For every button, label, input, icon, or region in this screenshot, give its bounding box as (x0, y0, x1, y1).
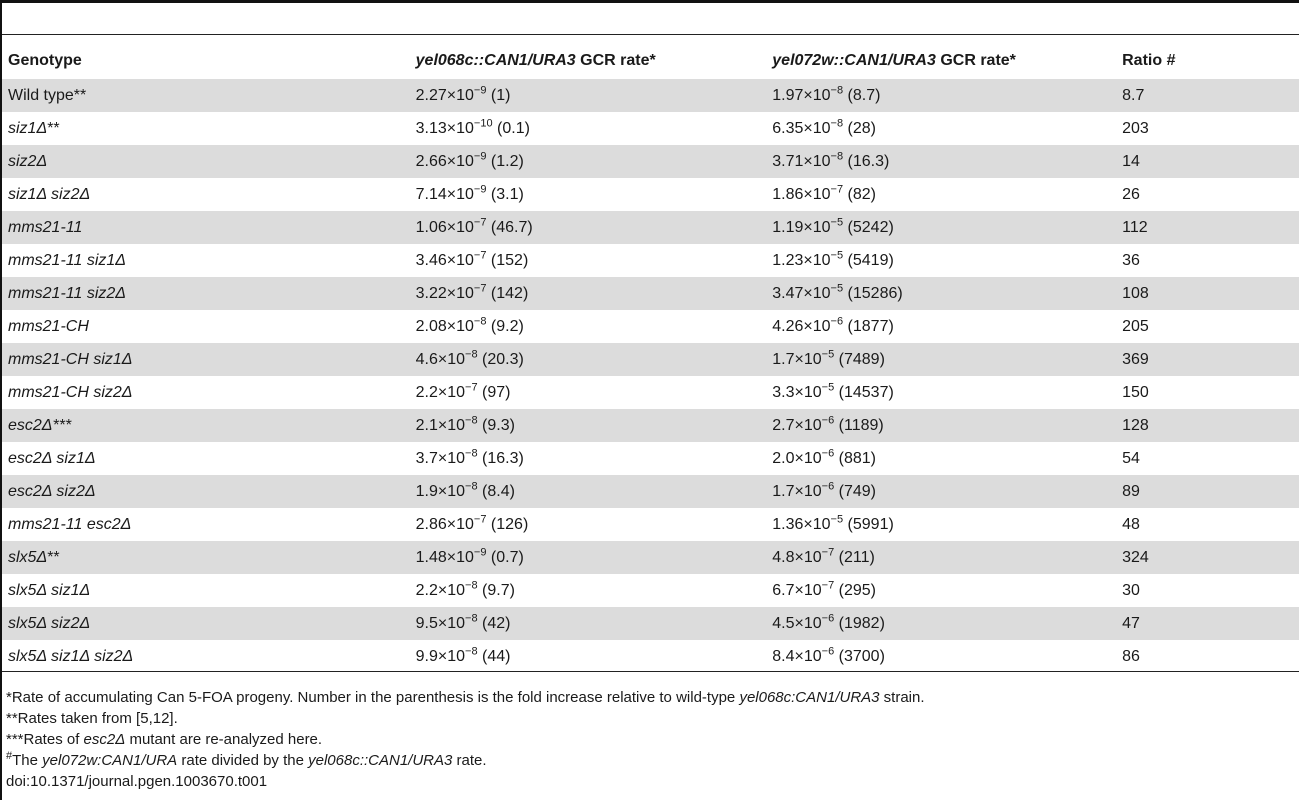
fold-increase: (14537) (834, 383, 894, 401)
genotype-name: mms21-CH siz1Δ (8, 350, 133, 368)
cell-yel068c-rate (410, 376, 767, 409)
fold-increase: (152) (486, 251, 529, 269)
cell-genotype (2, 343, 410, 376)
rate-base: 3.22×10 (415, 284, 474, 302)
rate-base: 1.06×10 (415, 218, 474, 236)
table-row (2, 607, 1299, 640)
cell-yel068c-rate (410, 277, 767, 310)
rate-base: 1.86×10 (772, 185, 831, 203)
cell-genotype (2, 607, 410, 640)
rate-base: 4.26×10 (772, 317, 831, 335)
table-row (2, 211, 1299, 244)
footnote-1-text: *Rate of accumulating Can 5-FOA progeny. Number in the parenthesis is the fold increase relative to wild-type (6, 689, 740, 706)
footnote-4-gene-b: yel068c::CAN1/URA3 (308, 752, 453, 769)
cell-ratio: 112 (1116, 211, 1299, 244)
fold-increase: (20.3) (477, 350, 524, 368)
cell-yel072w-rate (766, 112, 1116, 145)
fold-increase: (15286) (843, 284, 903, 302)
table-row (2, 640, 1299, 673)
rate-base: 1.97×10 (772, 86, 831, 104)
rate-base: 4.6×10 (415, 350, 466, 368)
cell-genotype (2, 244, 410, 277)
genotype-marker: ** (47, 548, 60, 566)
cell-yel068c-rate (410, 475, 767, 508)
rate-exponent: −9 (473, 84, 487, 97)
rate-base: 3.46×10 (415, 251, 474, 269)
cell-yel072w-rate (766, 409, 1116, 442)
rate-base: 9.5×10 (415, 614, 466, 632)
rate-base: 4.5×10 (772, 614, 822, 632)
rate-exponent: −6 (830, 315, 844, 328)
fold-increase: (7489) (834, 350, 885, 368)
footnote-4-text: The (12, 752, 43, 769)
genotype-name: mms21-11 siz2Δ (8, 284, 127, 302)
cell-ratio: 86 (1122, 647, 1140, 665)
cell-ratio: 369 (1116, 343, 1299, 376)
genotype-name: slx5Δ (8, 548, 48, 566)
cell-genotype (2, 640, 410, 673)
cell-yel072w-rate (766, 310, 1116, 343)
cell-ratio: 128 (1116, 409, 1299, 442)
cell-ratio: 30 (1122, 581, 1140, 599)
fold-increase: (211) (834, 548, 875, 566)
rate-exponent: −10 (473, 117, 493, 130)
rate-base: 2.1×10 (415, 416, 466, 434)
rate-exponent: −7 (830, 183, 844, 196)
rate-exponent: −6 (821, 447, 835, 460)
header-yel072w-gene: yel072w::CAN1/URA3 (772, 52, 936, 69)
rate-base: 2.7×10 (772, 416, 822, 434)
header-genotype: Genotype (8, 52, 82, 69)
cell-yel068c-rate (410, 343, 767, 376)
genotype-marker: ** (47, 119, 60, 137)
cell-ratio: 26 (1122, 185, 1140, 203)
footnote-4-mid: rate divided by the (177, 752, 309, 769)
rate-base: 2.66×10 (415, 152, 474, 170)
rate-exponent: −9 (473, 546, 487, 559)
fold-increase: (1982) (834, 614, 885, 632)
cell-genotype (2, 178, 410, 211)
rate-exponent: −5 (830, 216, 844, 229)
rate-exponent: −8 (830, 150, 844, 163)
rate-base: 1.7×10 (772, 482, 822, 500)
rate-base: 8.4×10 (772, 647, 822, 665)
cell-yel068c-rate (410, 112, 767, 145)
fold-increase: (0.1) (492, 119, 530, 137)
fold-increase: (1877) (843, 317, 894, 335)
genotype-name: mms21-11 siz1Δ (8, 251, 127, 269)
footnote-2: **Rates taken from [5,12]. (6, 710, 178, 727)
header-ratio: Ratio # (1122, 52, 1176, 69)
cell-genotype (2, 541, 410, 574)
header-yel068c-suffix: GCR rate* (575, 52, 656, 69)
cell-yel068c-rate (410, 640, 767, 673)
cell-yel068c-rate (410, 310, 767, 343)
rate-base: 9.9×10 (415, 647, 466, 665)
rate-exponent: −7 (473, 216, 487, 229)
fold-increase: (97) (477, 383, 511, 401)
cell-yel068c-rate (410, 145, 767, 178)
doi-link[interactable]: doi:10.1371/journal.pgen.1003670.t001 (6, 773, 268, 790)
rate-exponent: −7 (465, 381, 478, 394)
fold-increase: (16.3) (477, 449, 524, 467)
fold-increase: (3.1) (486, 185, 524, 203)
table-footnotes (6, 687, 925, 792)
caption-rule (2, 34, 1299, 35)
cell-yel072w-rate (766, 79, 1116, 112)
fold-increase: (126) (486, 515, 529, 533)
cell-ratio: 205 (1122, 317, 1149, 335)
cell-ratio: 48 (1122, 515, 1140, 533)
cell-ratio: 108 (1116, 277, 1299, 310)
cell-genotype (2, 475, 410, 508)
fold-increase: (44) (477, 647, 511, 665)
cell-yel072w-rate (766, 277, 1116, 310)
genotype-name: mms21-CH siz2Δ (8, 383, 133, 401)
table-row (2, 442, 1299, 475)
fold-increase: (16.3) (843, 152, 890, 170)
genotype-name: esc2Δ siz2Δ (8, 482, 96, 500)
table-row (2, 277, 1299, 310)
fold-increase: (295) (834, 581, 876, 599)
rate-exponent: −9 (473, 150, 487, 163)
genotype-name: siz2Δ (8, 152, 48, 170)
cell-genotype (2, 409, 410, 442)
rate-exponent: −8 (465, 645, 478, 658)
fold-increase: (8.7) (843, 86, 881, 104)
rate-base: 2.08×10 (415, 317, 474, 335)
genotype-name: mms21-CH (8, 317, 89, 335)
table-row (2, 343, 1299, 376)
cell-ratio: 89 (1116, 475, 1299, 508)
fold-increase: (749) (834, 482, 876, 500)
cell-genotype (2, 211, 410, 244)
footnote-4-mark: # (6, 750, 13, 762)
fold-increase: (1189) (834, 416, 884, 434)
genotype-name: slx5Δ siz2Δ (8, 614, 91, 632)
cell-genotype (2, 508, 410, 541)
rate-exponent: −6 (821, 414, 835, 427)
table-row (2, 79, 1299, 112)
cell-yel072w-rate (766, 640, 1116, 673)
table-row (2, 112, 1299, 145)
cell-ratio: 47 (1116, 607, 1299, 640)
fold-increase: (9.2) (486, 317, 524, 335)
footnote-1-end: strain. (879, 689, 925, 706)
rate-base: 2.2×10 (415, 581, 466, 599)
cell-yel072w-rate (766, 178, 1116, 211)
footnote-4-end: rate. (452, 752, 487, 769)
rate-exponent: −6 (821, 645, 835, 658)
rate-exponent: −8 (830, 84, 844, 97)
cell-yel072w-rate (766, 442, 1116, 475)
header-yel072w-suffix: GCR rate* (935, 52, 1016, 69)
cell-yel068c-rate (410, 508, 767, 541)
genotype-name: esc2Δ siz1Δ (8, 449, 96, 467)
footnote-1-gene: yel068c:CAN1/URA3 (739, 689, 880, 706)
cell-yel072w-rate (766, 145, 1116, 178)
rate-base: 3.13×10 (415, 119, 474, 137)
rate-base: 2.27×10 (415, 86, 474, 104)
fold-increase: (82) (843, 185, 876, 203)
rate-base: 3.71×10 (772, 152, 831, 170)
rate-exponent: −6 (821, 480, 835, 493)
rate-exponent: −8 (465, 612, 478, 625)
rate-exponent: −7 (473, 282, 487, 295)
rate-exponent: −8 (465, 579, 478, 592)
table-row (2, 310, 1299, 343)
rate-base: 1.7×10 (772, 350, 822, 368)
cell-ratio: 324 (1116, 541, 1299, 574)
fold-increase: (9.7) (477, 581, 515, 599)
rate-base: 2.0×10 (772, 449, 822, 467)
cell-genotype (2, 376, 410, 409)
genotype-marker: ** (73, 86, 87, 104)
rate-exponent: −8 (465, 447, 478, 460)
rate-base: 7.14×10 (415, 185, 474, 203)
cell-yel068c-rate (410, 244, 767, 277)
cell-yel072w-rate (766, 541, 1116, 574)
rate-exponent: −8 (473, 315, 487, 328)
rate-exponent: −7 (821, 546, 835, 559)
rate-base: 3.7×10 (415, 449, 466, 467)
rate-exponent: −8 (830, 117, 844, 130)
rate-base: 3.3×10 (772, 383, 822, 401)
footnote-3-end: mutant are re-analyzed here. (125, 731, 323, 748)
footnote-3-gene: esc2Δ (83, 731, 126, 748)
cell-yel072w-rate (766, 376, 1116, 409)
cell-genotype (2, 145, 410, 178)
footnote-3 (6, 729, 925, 750)
footnote-1 (6, 687, 925, 708)
rate-base: 6.35×10 (772, 119, 831, 137)
fold-increase: (5242) (843, 218, 894, 236)
rate-base: 3.47×10 (772, 284, 831, 302)
rate-exponent: −6 (821, 612, 835, 625)
table-row (2, 409, 1299, 442)
table-body (2, 79, 1299, 673)
cell-yel072w-rate (766, 607, 1116, 640)
rate-base: 1.9×10 (415, 482, 466, 500)
genotype-name: mms21-11 esc2Δ (8, 515, 132, 533)
table-row (2, 145, 1299, 178)
genotype-name: Wild type (8, 86, 74, 104)
genotype-name: mms21-11 (8, 218, 83, 236)
table-row (2, 574, 1299, 607)
cell-ratio: 54 (1122, 449, 1140, 467)
rate-exponent: −5 (830, 282, 844, 295)
genotype-name: slx5Δ siz1Δ (8, 581, 91, 599)
fold-increase: (3700) (834, 647, 885, 665)
rate-exponent: −8 (465, 348, 478, 361)
header-yel072w-rate (766, 43, 1116, 79)
rate-exponent: −8 (465, 414, 478, 427)
fold-increase: (28) (843, 119, 876, 137)
rate-exponent: −5 (830, 249, 844, 262)
rate-exponent: −7 (473, 249, 487, 262)
genotype-name: siz1Δ siz2Δ (8, 185, 91, 203)
fold-increase: (46.7) (486, 218, 533, 236)
cell-yel068c-rate (410, 211, 767, 244)
rate-exponent: −7 (821, 579, 835, 592)
top-rule (0, 0, 1299, 3)
rate-base: 1.48×10 (415, 548, 474, 566)
cell-yel072w-rate (766, 508, 1116, 541)
rate-base: 1.23×10 (772, 251, 831, 269)
cell-ratio: 36 (1122, 251, 1140, 269)
cell-genotype (2, 79, 410, 112)
genotype-name: siz1Δ (8, 119, 48, 137)
fold-increase: (142) (486, 284, 529, 302)
table-row (2, 244, 1299, 277)
cell-yel072w-rate (766, 211, 1116, 244)
cell-yel068c-rate (410, 442, 767, 475)
table-row (2, 376, 1299, 409)
cell-yel068c-rate (410, 409, 767, 442)
genotype-name: slx5Δ siz1Δ siz2Δ (8, 647, 134, 665)
cell-ratio: 203 (1122, 119, 1149, 137)
cell-genotype (2, 112, 410, 145)
cell-yel072w-rate (766, 475, 1116, 508)
fold-increase: (8.4) (477, 482, 515, 500)
cell-ratio: 14 (1116, 145, 1299, 178)
rate-base: 1.36×10 (772, 515, 831, 533)
rate-exponent: −7 (473, 513, 487, 526)
rate-base: 2.2×10 (415, 383, 466, 401)
fold-increase: (9.3) (477, 416, 515, 434)
cell-yel072w-rate (766, 244, 1116, 277)
rate-base: 1.19×10 (772, 218, 831, 236)
fold-increase: (1) (486, 86, 511, 104)
footnote-3-text: ***Rates of (6, 731, 84, 748)
table-header-row (2, 43, 1299, 79)
rate-exponent: −5 (821, 381, 835, 394)
cell-yel068c-rate (410, 541, 767, 574)
fold-increase: (42) (477, 614, 511, 632)
footnote-4-gene-a: yel072w:CAN1/URA (42, 752, 178, 769)
rate-exponent: −5 (821, 348, 835, 361)
header-yel068c-gene: yel068c::CAN1/URA3 (415, 52, 576, 69)
genotype-name: esc2Δ*** (8, 416, 72, 434)
cell-yel072w-rate (766, 343, 1116, 376)
fold-increase: (1.2) (486, 152, 524, 170)
cell-yel068c-rate (410, 79, 767, 112)
cell-genotype (2, 574, 410, 607)
rate-exponent: −5 (830, 513, 844, 526)
table-row (2, 178, 1299, 211)
cell-genotype (2, 277, 410, 310)
cell-yel068c-rate (410, 607, 767, 640)
cell-genotype (2, 310, 410, 343)
cell-ratio: 150 (1122, 383, 1149, 401)
header-yel068c-rate (410, 43, 767, 79)
rate-base: 6.7×10 (772, 581, 822, 599)
cell-yel072w-rate (766, 574, 1116, 607)
gcr-rate-table (2, 43, 1299, 673)
fold-increase: (881) (834, 449, 876, 467)
table-row (2, 508, 1299, 541)
rate-exponent: −8 (465, 480, 478, 493)
cell-genotype (2, 442, 410, 475)
cell-yel068c-rate (410, 178, 767, 211)
fold-increase: (5419) (843, 251, 894, 269)
table-row (2, 541, 1299, 574)
table-row (2, 475, 1299, 508)
cell-yel068c-rate (410, 574, 767, 607)
cell-ratio: 8.7 (1116, 79, 1299, 112)
footnote-4 (6, 750, 925, 771)
rate-base: 4.8×10 (772, 548, 822, 566)
fold-increase: (5991) (843, 515, 894, 533)
rate-exponent: −9 (473, 183, 487, 196)
rate-base: 2.86×10 (415, 515, 474, 533)
fold-increase: (0.7) (486, 548, 524, 566)
